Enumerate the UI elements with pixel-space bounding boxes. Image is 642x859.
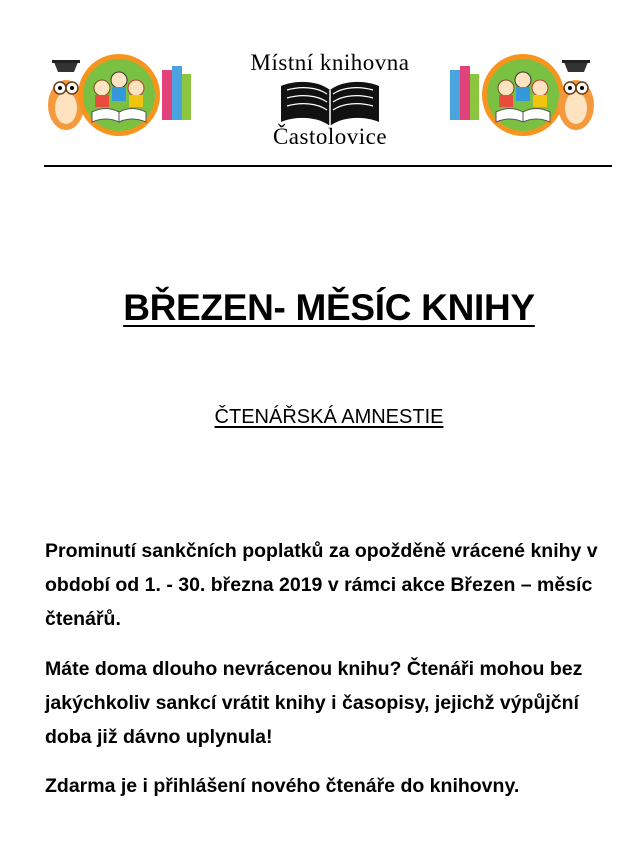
library-brand — [225, 50, 435, 160]
page-header — [0, 0, 642, 170]
library-name-line2: Častolovice — [272, 124, 388, 149]
paragraph-return-books: Máte doma dlouho nevrácenou knihu? Čtenáři mohou bez jakýchkoliv sankcí vrátit knihy i časopisy, jejichž výpůjční doba již dávno uplynula! — [45, 658, 583, 748]
library-name-line1: Místní knihovna — [250, 50, 410, 75]
page-title: BŘEZEN- MĚSÍC KNIHY — [123, 287, 535, 328]
page-subtitle: ČTENÁŘSKÁ AMNESTIE — [214, 406, 444, 428]
paragraph-free-registration: Zdarma je i přihlášení nového čtenáře do knihovny. — [45, 775, 520, 797]
children-reading-logo-icon — [44, 50, 194, 140]
open-book-icon — [277, 78, 383, 130]
paragraph-fee-waiver: Prominutí sankčních poplatků za opožděně vrácené knihy v období od 1. - 30. března 2019 v rámci akce Březen – měsíc čtenářů. — [45, 540, 598, 630]
children-reading-logo-icon — [448, 50, 598, 140]
header-divider — [44, 165, 612, 167]
